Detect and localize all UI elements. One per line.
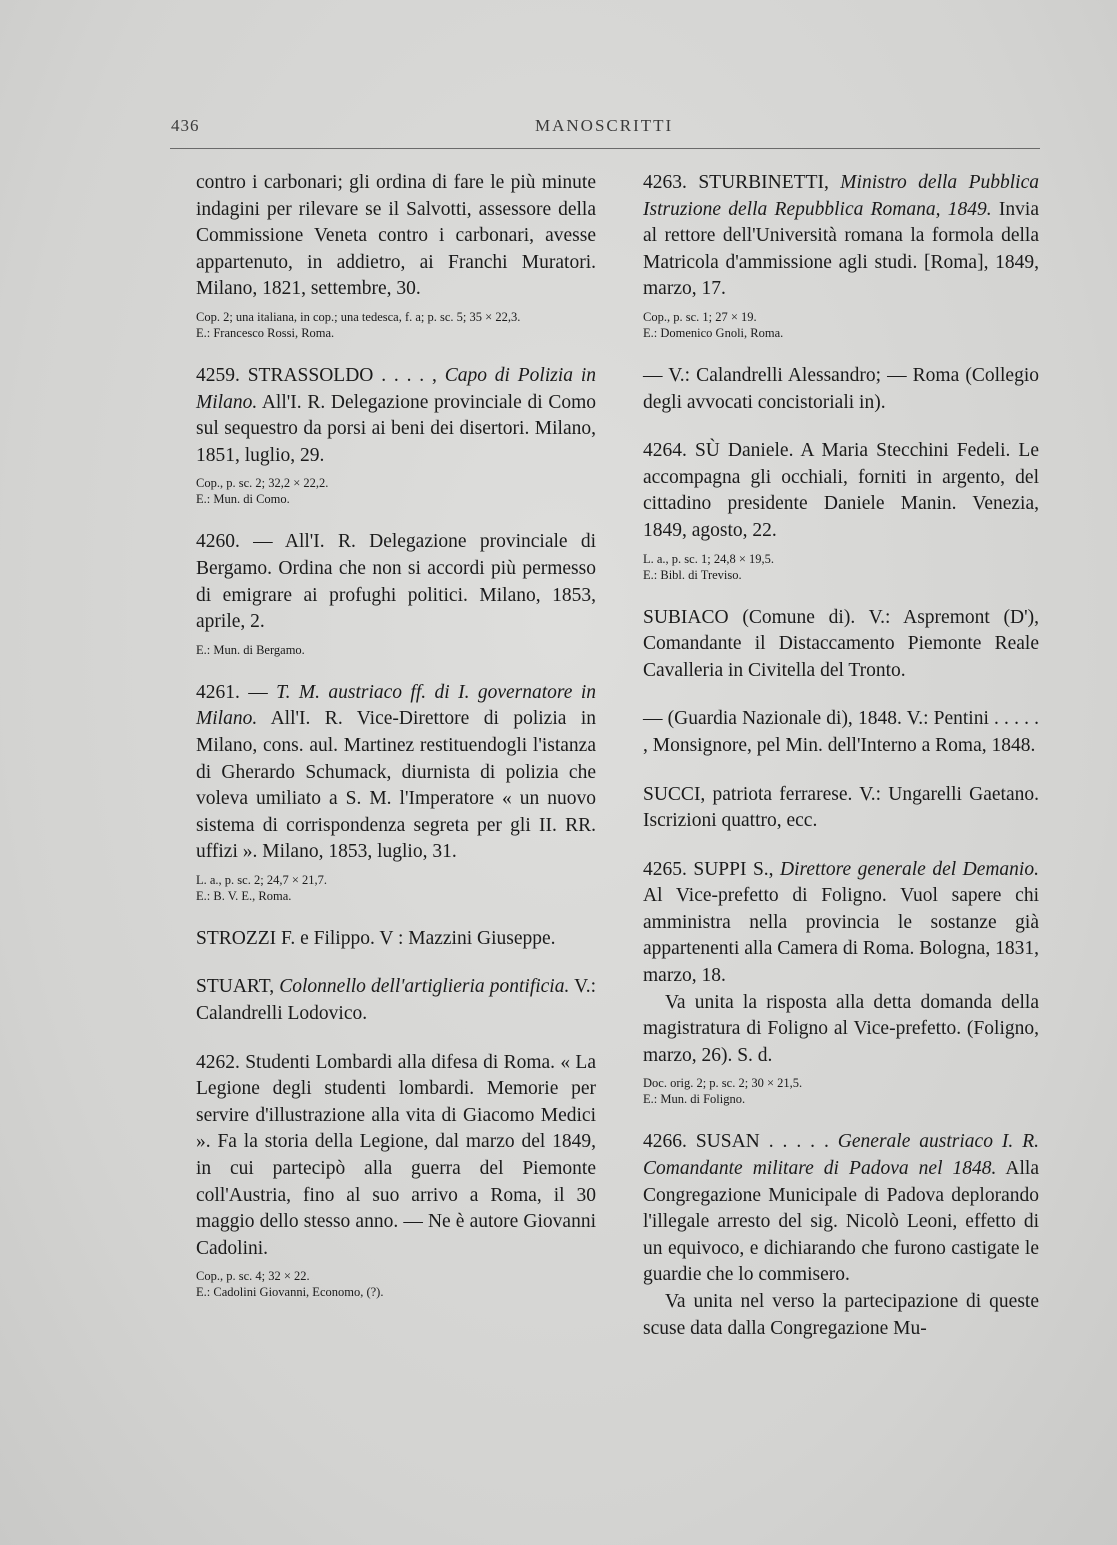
entry-meta: E.: Mun. di Como.	[196, 492, 290, 507]
entry-meta: E.: Domenico Gnoli, Roma.	[643, 325, 784, 340]
entry-body: — (Guardia Nazionale di), 1848. V.: Pentini . . . . . , Monsignore, pel Min. dell'Interno a Roma, 1848.	[643, 708, 1039, 756]
entry-text	[196, 974, 596, 1027]
entry-text	[643, 438, 1039, 544]
entry-body: SUCCI, patriota ferrarese. V.: Ungarelli Gaetano. Iscrizioni quattro, ecc.	[643, 783, 1039, 832]
catalog-entry	[643, 363, 1039, 416]
header-rule	[170, 148, 1040, 149]
entry-title-italic: Ministro della Pubblica Istruzione della Repubblica Romana, 1849.	[643, 172, 1039, 220]
entry-meta: L. a., p. sc. 1; 24,8 × 19,5.	[643, 551, 774, 566]
catalog-entry	[196, 170, 596, 341]
entry-note: Va unita nel verso la partecipazione di queste scuse data dalla Congregazione Mu-	[643, 1291, 1039, 1339]
entry-text	[643, 706, 1039, 759]
entry-title-italic: Capo di Polizia in Milano.	[196, 364, 596, 413]
entry-text	[643, 857, 1039, 990]
entry-heading: 4259. STRASSOLDO . . . . ,	[196, 364, 445, 386]
entry-spacer	[643, 416, 1039, 438]
entry-meta: L. a., p. sc. 2; 24,7 × 21,7.	[196, 872, 327, 887]
catalog-entry	[196, 974, 596, 1027]
entry-heading: 4266. SUSAN . . . . .	[643, 1131, 838, 1153]
entry-text	[643, 605, 1039, 685]
entry-text	[196, 363, 596, 469]
entry-title-italic: Direttore generale del Demanio.	[780, 858, 1039, 880]
entry-spacer	[196, 507, 596, 529]
entry-title-italic: Colonnello dell'artiglieria pontificia.	[279, 976, 570, 998]
entry-text	[643, 363, 1039, 416]
entry-meta: E.: B. V. E., Roma.	[196, 888, 292, 903]
entry-heading: 4265. SUPPI S.,	[643, 858, 781, 880]
entry-body: — V.: Calandrelli Alessandro; — Roma (Collegio degli avvocati concistoriali in).	[643, 364, 1039, 413]
entry-meta: Cop., p. sc. 2; 32,2 × 22,2.	[196, 476, 329, 491]
entry-title-italic: Generale austriaco I. R. Comandante militare di Padova nel 1848.	[643, 1131, 1039, 1180]
catalog-entry	[643, 438, 1039, 582]
entry-heading: 4263. STURBINETTI,	[643, 172, 841, 193]
right-column	[643, 170, 1039, 1364]
entry-heading: 4261. —	[196, 681, 277, 703]
entry-text	[196, 170, 596, 303]
page-number: 436	[171, 116, 200, 135]
entry-body: Alla Congregazione Municipale di Padova deplorando l'illegale arresto del sig. Nicolò Leoni, effetto di un equivoco, e dichiarando che furono castigate le guardie che lo commisero.	[643, 1158, 1039, 1286]
entry-body: 4264. SÙ Daniele. A Maria Stecchini Fedeli. Le accompagna gli occhiali, forniti in argento, del cittadino presidente Daniele Manin. Venezia, 1849, agosto, 22.	[643, 440, 1039, 541]
entry-body: Al Vice-prefetto di Foligno. Vuol sapere chi amministra nella provincia le sostanze già appartenenti alla Camera di Roma. Bologna, 1831, marzo, 18.	[643, 885, 1039, 987]
entry-body: 4260. — All'I. R. Delegazione provinciale di Bergamo. Ordina che non si accordi più permesso di emigrare ai profughi politici. Milano, 1853, aprile, 2.	[196, 531, 596, 633]
entry-spacer	[196, 341, 596, 363]
entry-meta: Cop., p. sc. 4; 32 × 22.	[196, 1269, 310, 1284]
entry-spacer	[643, 760, 1039, 782]
left-column	[196, 170, 596, 1322]
entry-meta: E.: Cadolini Giovanni, Economo, (?).	[196, 1285, 384, 1300]
entry-spacer	[643, 1107, 1039, 1129]
entry-spacer	[196, 952, 596, 974]
entry-meta: E.: Francesco Rossi, Roma.	[196, 325, 335, 340]
catalog-entry	[643, 857, 1039, 1108]
catalog-entry	[643, 782, 1039, 835]
entry-body: V.: Calandrelli Lodovico.	[196, 976, 596, 1025]
page-header	[0, 116, 1117, 152]
entry-body: contro i carbonari; gli ordina di fare le più minute indagini per rilevare se il Salvotti, assessore della Commissione Veneta contro i carbonari, avesse appartenuto, in addietro, ai Franchi Muratori. Milano, 1821, settembre, 30.	[196, 172, 596, 300]
entry-meta: Cop. 2; una italiana, in cop.; una tedesca, f. a; p. sc. 5; 35 × 22,3.	[196, 309, 521, 324]
entry-body: 4262. Studenti Lombardi alla difesa di Roma. « La Legione degli studenti lombardi. Memorie per servire d'illustrazione alla vita di Giacomo Medici ». Fa la storia della Legione, dal marzo del 1849, in cui partecipò alla guerra del Piemonte coll'Austria, fino al suo arrivo a Roma, il 30 maggio dello stesso anno. — Ne è autore Giovanni Cadolini.	[196, 1051, 596, 1259]
entry-text	[196, 1050, 596, 1263]
catalog-entry	[643, 605, 1039, 685]
entry-meta: Cop., p. sc. 1; 27 × 19.	[643, 309, 757, 324]
catalog-entry	[196, 680, 596, 904]
entry-meta: Doc. orig. 2; p. sc. 2; 30 × 21,5.	[643, 1076, 803, 1091]
entry-body: Invia al rettore dell'Università romana la formola della Matricola d'ammissione agli studi. [Roma], 1849, marzo, 17.	[643, 198, 1039, 300]
entry-spacer	[196, 904, 596, 926]
entry-spacer	[196, 658, 596, 680]
catalog-entry	[196, 363, 596, 507]
catalog-entry	[196, 529, 596, 657]
entry-heading: STUART,	[196, 976, 280, 998]
entry-spacer	[643, 1342, 1039, 1364]
entry-text	[196, 529, 596, 635]
entry-body: STROZZI F. e Filippo. V : Mazzini Giuseppe.	[196, 927, 556, 949]
entry-spacer	[196, 1300, 596, 1322]
entry-body: SUBIACO (Comune di). V.: Aspremont (D'), Comandante il Distaccamento Piemonte Reale Cavalleria in Civitella del Tronto.	[643, 606, 1039, 681]
entry-spacer	[196, 1028, 596, 1050]
catalog-entry	[643, 706, 1039, 759]
entry-text	[196, 926, 596, 953]
entry-body: All'I. R. Vice-Direttore di polizia in Milano, cons. aul. Martinez restituendogli l'istanza di Gherardo Schumack, diurnista di polizia che voleva umiliato a S. M. l'Imperatore « un nuovo sistema di corrispondenza segreta per gli II. RR. uffizi ». Milano, 1853, luglio, 31.	[196, 708, 596, 863]
entry-spacer	[643, 583, 1039, 605]
catalog-entry	[643, 1129, 1039, 1342]
entry-spacer	[643, 341, 1039, 363]
entry-spacer	[643, 835, 1039, 857]
entry-spacer	[643, 684, 1039, 706]
running-title: MANOSCRITTI	[535, 116, 674, 135]
entry-body: All'I. R. Delegazione provinciale di Como sul sequestro da porsi ai beni dei disertori. Milano, 1851, luglio, 29.	[196, 391, 596, 466]
entry-title-italic: T. M. austriaco ff. di I. governatore in Milano.	[196, 681, 597, 730]
entry-text	[643, 170, 1039, 303]
entry-text	[196, 680, 596, 866]
entry-meta: E.: Mun. di Foligno.	[643, 1092, 746, 1107]
entry-meta: E.: Bibl. di Treviso.	[643, 567, 742, 582]
entry-note: Va unita la risposta alla detta domanda della magistratura di Foligno al Vice-prefetto. (Foligno, marzo, 26). S. d.	[643, 991, 1039, 1066]
catalog-entry	[196, 926, 596, 953]
entry-text	[643, 782, 1039, 835]
entry-text	[643, 1129, 1039, 1289]
catalog-entry	[196, 1050, 596, 1301]
catalog-entry	[643, 170, 1039, 341]
entry-meta: E.: Mun. di Bergamo.	[196, 642, 305, 657]
